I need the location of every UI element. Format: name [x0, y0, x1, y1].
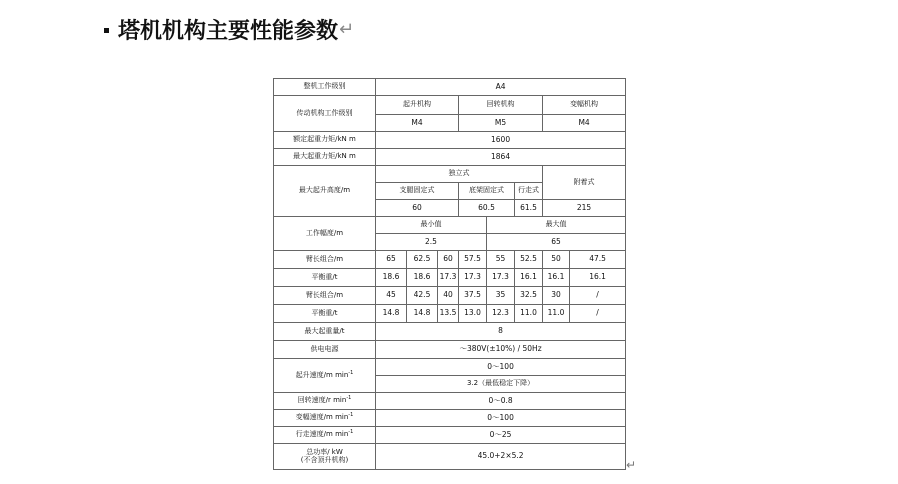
- attached-label: 附着式: [543, 166, 626, 200]
- cell-value: 30: [543, 287, 570, 305]
- row-label-line1: 总功率/ kW: [306, 447, 343, 456]
- bullet-icon: [104, 28, 109, 33]
- paragraph-mark-icon: ↵: [339, 18, 355, 40]
- cell-value: 55: [487, 251, 515, 269]
- cell-value: 2.5: [376, 234, 487, 251]
- cell-value: /: [570, 287, 626, 305]
- row-label: 传动机构工作级别: [274, 96, 376, 132]
- cell-value: 1600: [376, 132, 626, 149]
- cell-value: 3.2（最低稳定下降）: [376, 376, 626, 393]
- row-label: 最大起升高度/m: [274, 166, 376, 217]
- row-label: 供电电源: [274, 341, 376, 359]
- mech-hoist-label: 起升机构: [376, 96, 459, 115]
- cell-value: A4: [376, 79, 626, 96]
- cell-value: 14.8: [376, 305, 407, 323]
- table-row: [274, 79, 626, 96]
- row-label-sup: -1: [348, 369, 354, 376]
- table-row: [274, 217, 626, 234]
- row-label-text: 行走速度/m min: [295, 430, 349, 439]
- row-label-text: 变幅速度/m min: [295, 413, 349, 422]
- cell-value: 47.5: [570, 251, 626, 269]
- row-label: 额定起重力矩/kN m: [274, 132, 376, 149]
- row-label: 臂长组合/m: [274, 251, 376, 269]
- row-label: [274, 410, 376, 427]
- row-label: [274, 427, 376, 444]
- cell-value: 17.3: [459, 269, 487, 287]
- min-label: 最小值: [376, 217, 487, 234]
- subtype-label: 行走式: [515, 183, 543, 200]
- row-label: 最大起重力矩/kN m: [274, 149, 376, 166]
- cell-value: 0～0.8: [376, 393, 626, 410]
- cell-value: 13.5: [438, 305, 459, 323]
- cell-value: 0～100: [376, 359, 626, 376]
- table-row: [274, 269, 626, 287]
- cell-value: 35: [487, 287, 515, 305]
- cell-value: 45.0+2×5.2: [376, 444, 626, 470]
- row-label: 臂长组合/m: [274, 287, 376, 305]
- cell-value: 65: [487, 234, 626, 251]
- paragraph-mark-icon: ↵: [626, 458, 637, 472]
- row-label-sup: -1: [348, 429, 354, 436]
- mech-slew-label: 回转机构: [459, 96, 543, 115]
- table-row: [274, 166, 626, 183]
- max-label: 最大值: [487, 217, 626, 234]
- cell-value: 14.8: [407, 305, 438, 323]
- cell-value: 65: [376, 251, 407, 269]
- cell-value: 16.1: [543, 269, 570, 287]
- row-label: [274, 359, 376, 393]
- cell-value: 215: [543, 200, 626, 217]
- cell-value: 17.3: [438, 269, 459, 287]
- cell-value: 60: [438, 251, 459, 269]
- cell-value: 37.5: [459, 287, 487, 305]
- cell-value: 18.6: [376, 269, 407, 287]
- cell-value: M4: [376, 115, 459, 132]
- cell-value: 45: [376, 287, 407, 305]
- cell-value: 40: [438, 287, 459, 305]
- cell-value: 57.5: [459, 251, 487, 269]
- row-label: 整机工作级别: [274, 79, 376, 96]
- table-row: [274, 287, 626, 305]
- cell-value: 32.5: [515, 287, 543, 305]
- row-label: [274, 393, 376, 410]
- row-label: 工作幅度/m: [274, 217, 376, 251]
- row-label-sup: -1: [346, 395, 352, 402]
- cell-value: 50: [543, 251, 570, 269]
- cell-value: 17.3: [487, 269, 515, 287]
- cell-value: 11.0: [515, 305, 543, 323]
- subtype-label: 底架固定式: [459, 183, 515, 200]
- cell-value: 42.5: [407, 287, 438, 305]
- table-row: [274, 251, 626, 269]
- cell-value: ～380V(±10%) / 50Hz: [376, 341, 626, 359]
- row-label-line2: (不含顶升机构): [300, 455, 349, 464]
- performance-table: [273, 78, 626, 470]
- cell-value: M4: [543, 115, 626, 132]
- row-label-text: 回转速度/r min: [297, 396, 347, 405]
- cell-value: 60.5: [459, 200, 515, 217]
- table-row: [274, 427, 626, 444]
- cell-value: 16.1: [515, 269, 543, 287]
- table-row: [274, 132, 626, 149]
- cell-value: 60: [376, 200, 459, 217]
- page-title-text: 塔机机构主要性能参数: [118, 18, 339, 44]
- cell-value: 13.0: [459, 305, 487, 323]
- cell-value: 18.6: [407, 269, 438, 287]
- cell-value: 8: [376, 323, 626, 341]
- row-label: 平衡重/t: [274, 305, 376, 323]
- independent-label: 独立式: [376, 166, 543, 183]
- table-row: [274, 96, 626, 115]
- subtype-label: 支腿固定式: [376, 183, 459, 200]
- row-label: 平衡重/t: [274, 269, 376, 287]
- row-label: 最大起重量/t: [274, 323, 376, 341]
- page-title: [104, 13, 354, 45]
- table-row: [274, 323, 626, 341]
- row-label: [274, 444, 376, 470]
- mech-luff-label: 变幅机构: [543, 96, 626, 115]
- cell-value: 12.3: [487, 305, 515, 323]
- table-row: [274, 359, 626, 376]
- cell-value: 16.1: [570, 269, 626, 287]
- cell-value: 0～100: [376, 410, 626, 427]
- row-label-text: 起升速度/m min: [295, 370, 349, 379]
- table-row: [274, 341, 626, 359]
- row-label-sup: -1: [348, 412, 354, 419]
- cell-value: /: [570, 305, 626, 323]
- table-row: [274, 393, 626, 410]
- cell-value: M5: [459, 115, 543, 132]
- table-row: [274, 149, 626, 166]
- table-row: [274, 410, 626, 427]
- cell-value: 1864: [376, 149, 626, 166]
- table-row: [274, 305, 626, 323]
- cell-value: 0～25: [376, 427, 626, 444]
- table-row: [274, 444, 626, 470]
- cell-value: 61.5: [515, 200, 543, 217]
- cell-value: 11.0: [543, 305, 570, 323]
- cell-value: 62.5: [407, 251, 438, 269]
- cell-value: 52.5: [515, 251, 543, 269]
